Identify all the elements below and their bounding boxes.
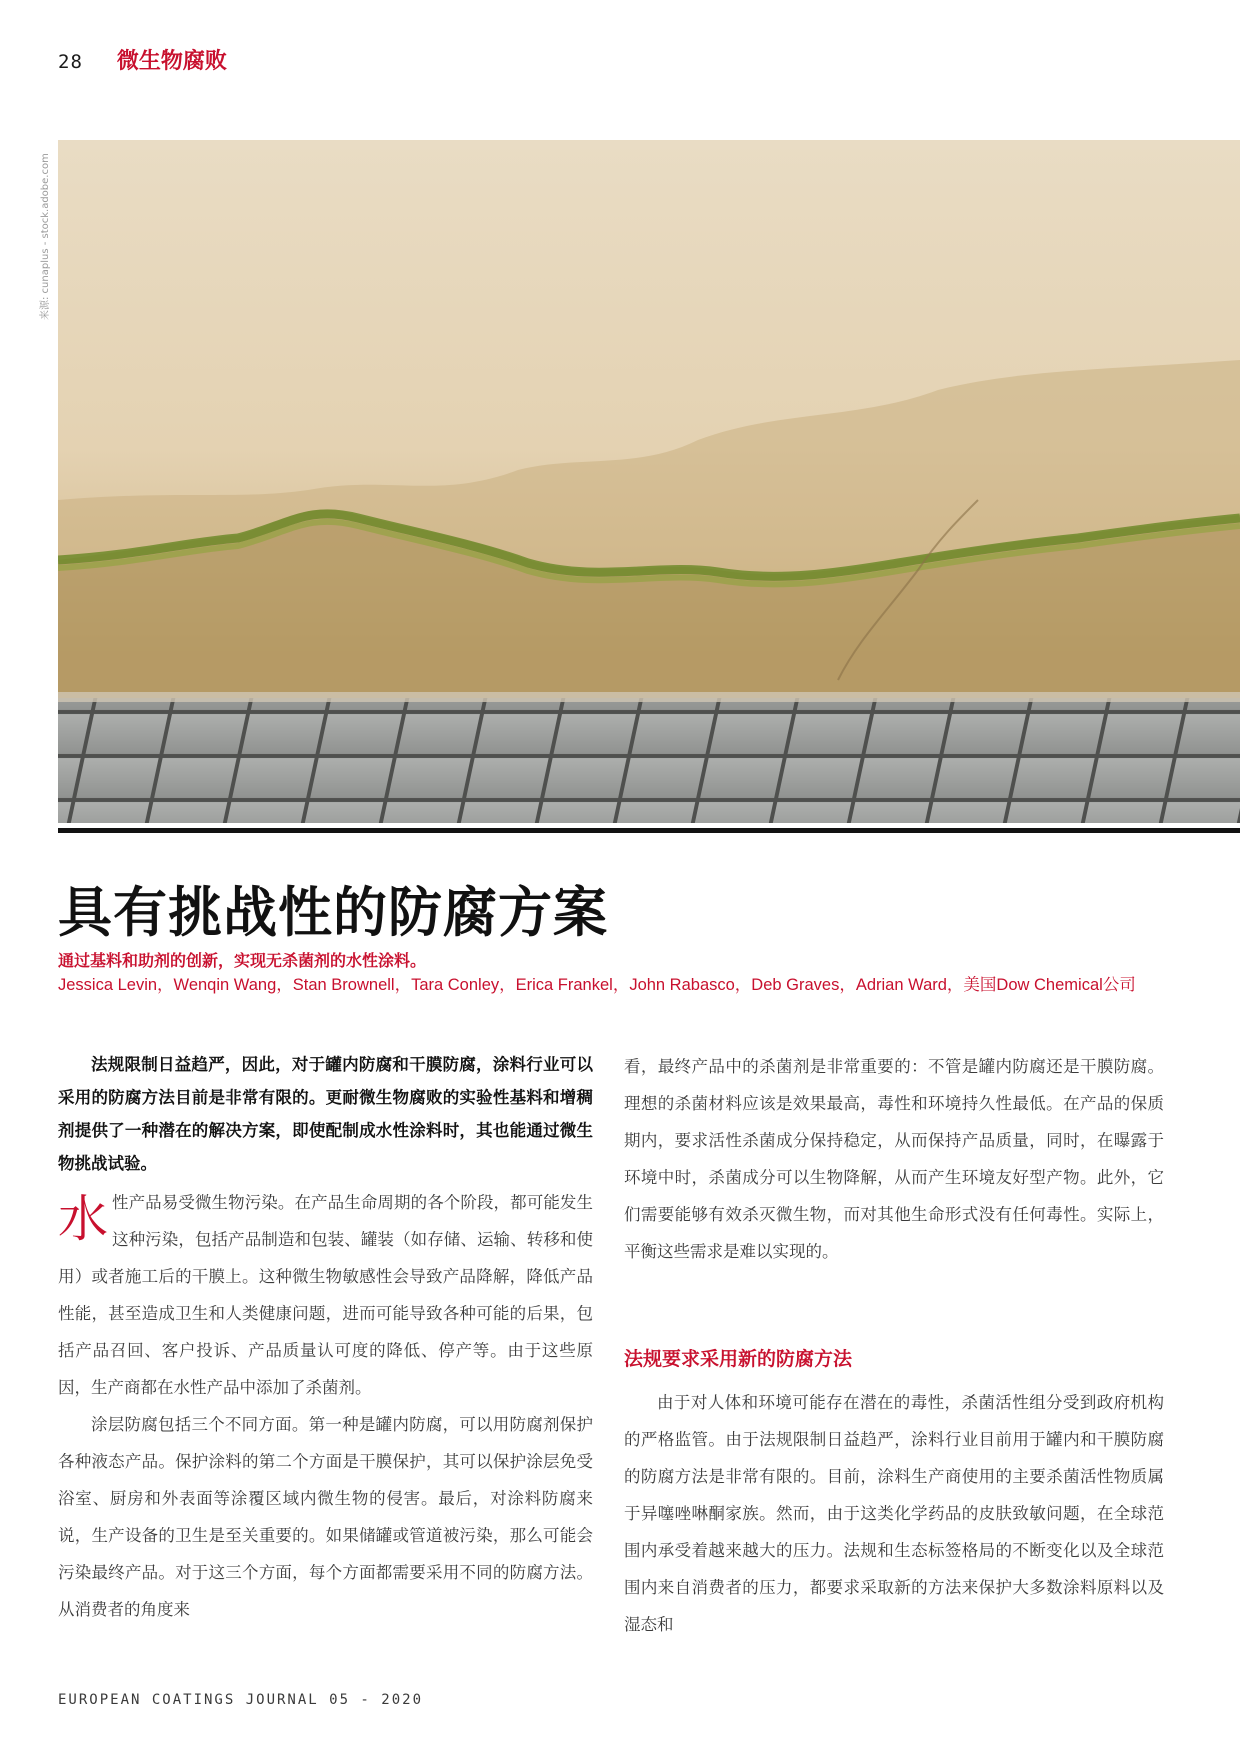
body-paragraph-3: 看，最终产品中的杀菌剂是非常重要的：不管是罐内防腐还是干膜防腐。理想的杀菌材料应该是效果最高，毒性和环境持久性最低。在产品的保质期内，要求活性杀菌成分保持稳定，从而保持产品质量，同时，在曝露于环境中时，杀菌成分可以生物降解，从而产生环境友好型产物。此外，它们需要能够有效杀灭微生物，而对其他生命形式没有任何毒性。实际上，平衡这些需求是难以实现的。 xyxy=(624,1057,1164,1261)
article-subtitle: 通过基料和助剂的创新，实现无杀菌剂的水性涂料。 xyxy=(58,951,427,970)
column-right xyxy=(624,1048,1164,1643)
body-paragraph-2: 涂层防腐包括三个不同方面。第一种是罐内防腐，可以用防腐剂保护各种液态产品。保护涂料的第二个方面是干膜保护，其可以保护涂层免受浴室、厨房和外表面等涂覆区域内微生物的侵害。最后，对涂料防腐来说，生产设备的卫生是至关重要的。如果储罐或管道被污染，那么可能会污染最终产品。对于这三个方面，每个方面都需要采用不同的防腐方法。从消费者的角度来 xyxy=(58,1415,593,1619)
dropcap-letter: 水 xyxy=(58,1190,108,1248)
body-paragraph-1-text: 性产品易受微生物污染。在产品生命周期的各个阶段，都可能发生这种污染，包括产品制造和包装、罐装（如存储、运输、转移和使用）或者施工后的干膜上。这种微生物敏感性会导致产品降解，降低产品性能，甚至造成卫生和人类健康问题，进而可能导致各种可能的后果，包括产品召回、客户投诉、产品质量认可度的降低、停产等。由于这些原因，生产商都在水性产品中添加了杀菌剂。 xyxy=(58,1193,593,1397)
wall-with-mold-icon xyxy=(58,140,1240,823)
journal-footer: EUROPEAN COATINGS JOURNAL 05 - 2020 xyxy=(58,1692,424,1708)
column-left xyxy=(58,1048,593,1628)
body-paragraph-4: 由于对人体和环境可能存在潜在的毒性，杀菌活性组分受到政府机构的严格监管。由于法规限制日益趋严，涂料行业目前用于罐内和干膜防腐的防腐方法是非常有限的。目前，涂料生产商使用的主要杀菌活性物质属于异噻唑啉酮家族。然而，由于这类化学药品的皮肤致敏问题，在全球范围内承受着越来越大的压力。法规和生态标签格局的不断变化以及全球范围内来自消费者的压力，都要求采取新的方法来保护大多数涂料原料以及湿态和 xyxy=(624,1393,1164,1634)
intro-paragraph: 法规限制日益趋严，因此，对于罐内防腐和干膜防腐，涂料行业可以采用的防腐方法目前是非常有限的。更耐微生物腐败的实验性基料和增稠剂提供了一种潜在的解决方案，即使配制成水性涂料时，其也能通过微生物挑战试验。 xyxy=(58,1055,593,1173)
page-number: 28 xyxy=(58,51,83,73)
body-paragraph-1 xyxy=(58,1184,593,1406)
article-title: 具有挑战性的防腐方案 xyxy=(58,881,608,944)
header-photo xyxy=(58,140,1240,833)
photo-credit-wrap xyxy=(36,140,50,320)
section-subheading: 法规要求采用新的防腐方法 xyxy=(624,1348,853,1370)
photo-credit: 来源: cunaplus - stock.adobe.com xyxy=(40,153,51,320)
section-title: 微生物腐败 xyxy=(116,49,227,74)
article-authors: Jessica Levin，Wenqin Wang，Stan Brownell，Tara Conley，Erica Frankel，John Rabasco，Deb Graves，Adrian Ward，美国Dow Chemical公司 xyxy=(58,976,1136,994)
page-header xyxy=(58,44,227,78)
